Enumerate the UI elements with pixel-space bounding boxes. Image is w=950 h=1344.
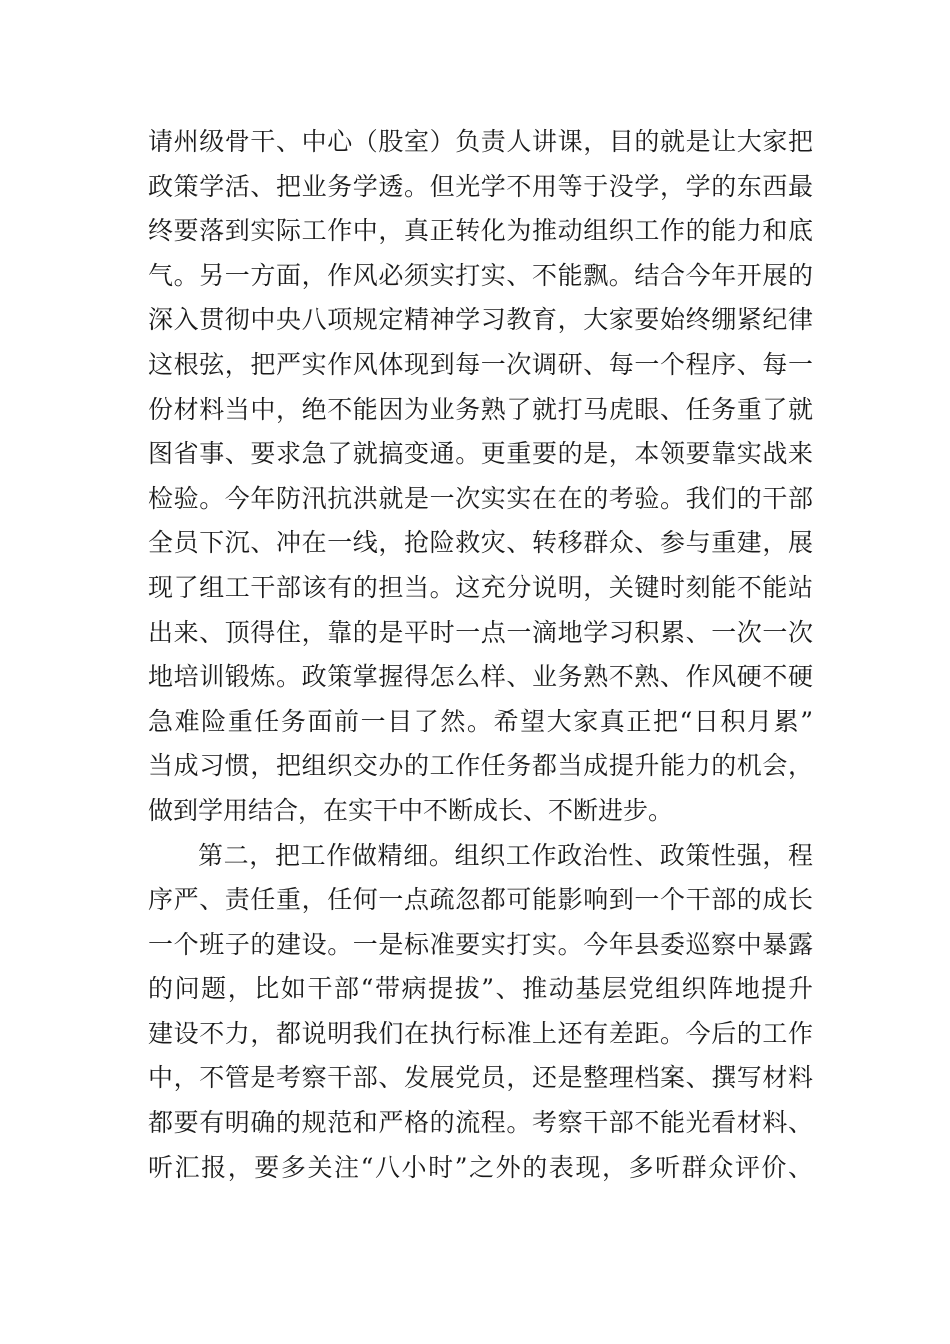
text-line: 终要落到实际工作中，真正转化为推动组织工作的能力和底 xyxy=(148,216,813,246)
text-line: 检验。今年防汛抗洪就是一次实实在在的考验。我们的干部 xyxy=(148,483,813,513)
text-line: 中，不管是考察干部、发展党员，还是整理档案、撰写材料 xyxy=(148,1063,813,1093)
text-line: 一个班子的建设。一是标准要实打实。今年县委巡察中暴露 xyxy=(148,929,813,959)
text-line: 建设不力，都说明我们在执行标准上还有差距。今后的工作 xyxy=(148,1018,813,1048)
text-line: 都要有明确的规范和严格的流程。考察干部不能光看材料、 xyxy=(148,1108,813,1138)
text-line: 急难险重任务面前一目了然。希望大家真正把“日积月累” xyxy=(148,706,813,736)
text-line: 份材料当中，绝不能因为业务熟了就打马虎眼、任务重了就 xyxy=(148,394,813,424)
text-line: 出来、顶得住，靠的是平时一点一滴地学习积累、一次一次 xyxy=(148,617,813,647)
paragraph-end-line: 做到学用结合，在实干中不断成长、不断进步。 xyxy=(148,795,674,825)
text-line: 的问题，比如干部“带病提拔”、推动基层党组织阵地提升 xyxy=(148,974,813,1004)
text-line: 图省事、要求急了就搞变通。更重要的是，本领要靠实战来 xyxy=(148,439,813,469)
text-line: 政策学活、把业务学透。但光学不用等于没学，学的东西最 xyxy=(148,171,813,201)
body-text xyxy=(148,120,813,1190)
text-line: 深入贯彻中央八项规定精神学习教育，大家要始终绷紧纪律 xyxy=(148,305,813,335)
paragraph-first-line: 第二，把工作做精细。组织工作政治性、政策性强，程 xyxy=(198,840,813,870)
text-line: 全员下沉、冲在一线，抢险救灾、转移群众、参与重建，展 xyxy=(148,528,813,558)
text-line: 地培训锻炼。政策掌握得怎么样、业务熟不熟、作风硬不硬 xyxy=(148,662,813,692)
text-line: 这根弦，把严实作风体现到每一次调研、每一个程序、每一 xyxy=(148,349,813,379)
text-line: 气。另一方面，作风必须实打实、不能飘。结合今年开展的 xyxy=(148,260,813,290)
text-line: 听汇报，要多关注“八小时”之外的表现，多听群众评价、 xyxy=(148,1152,813,1182)
text-line: 序严、责任重，任何一点疏忽都可能影响到一个干部的成长 xyxy=(148,885,813,915)
text-line: 当成习惯，把组织交办的工作任务都当成提升能力的机会， xyxy=(148,751,813,781)
text-line: 请州级骨干、中心（股室）负责人讲课，目的就是让大家把 xyxy=(148,127,813,156)
text-line: 现了组工干部该有的担当。这充分说明，关键时刻能不能站 xyxy=(148,572,813,602)
